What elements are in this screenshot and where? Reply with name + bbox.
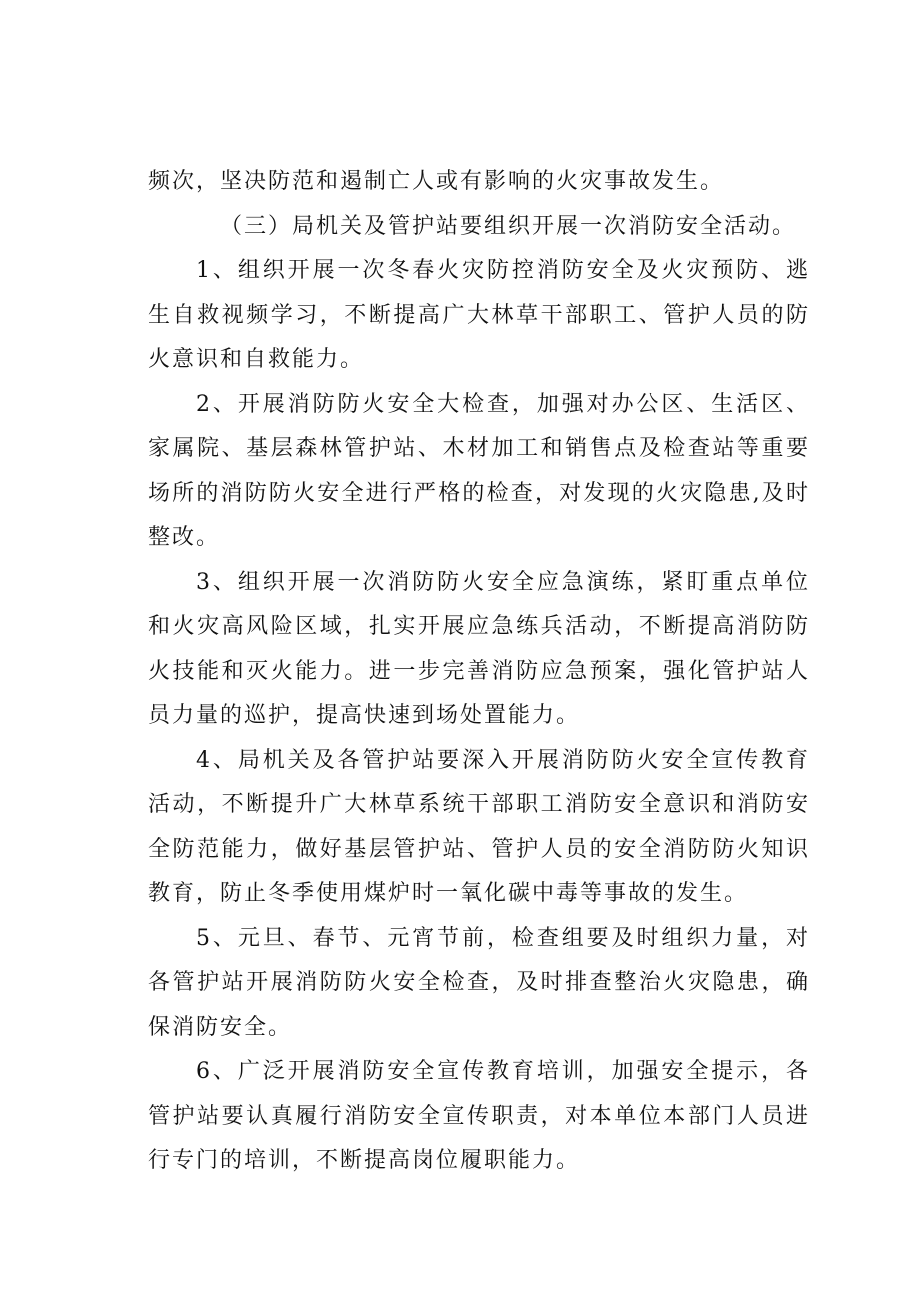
paragraph-item-2: 2、开展消防防火安全大检查，加强对办公区、生活区、家属院、基层森林管护站、木材加工和销售点及检查站等重要场所的消防防火安全进行严格的检查，对发现的火灾隐患,及时整改。: [148, 391, 810, 550]
paragraph-item-1: 1、组织开展一次冬春火灾防控消防安全及火灾预防、逃生自救视频学习，不断提高广大林草干部职工、管护人员的防火意识和自救能力。: [148, 258, 810, 372]
paragraph-item-6: 6、广泛开展消防安全宣传教育培训，加强安全提示，各管护站要认真履行消防安全宣传职责，对本单位本部门人员进行专门的培训，不断提高岗位履职能力。: [148, 1059, 810, 1173]
paragraph-item-3: 3、组织开展一次消防防火安全应急演练，紧盯重点单位和火灾高风险区域，扎实开展应急练兵活动，不断提高消防防火技能和灭火能力。进一步完善消防应急预案，强化管护站人员力量的巡护，提高快速到场处置能力。: [148, 569, 810, 728]
document-body: [148, 160, 810, 1184]
paragraph-continuation: 频次，坚决防范和遏制亡人或有影响的火灾事故发生。: [148, 169, 725, 194]
section-heading-3: （三）局机关及管护站要组织开展一次消防安全活动。: [220, 213, 797, 239]
paragraph-item-4: 4、局机关及各管护站要深入开展消防防火安全宣传教育活动，不断提升广大林草系统干部职工消防安全意识和消防安全防范能力，做好基层管护站、管护人员的安全消防防火知识教育，防止冬季使用煤炉时一氧化碳中毒等事故的发生。: [148, 747, 810, 906]
paragraph-item-5: 5、元旦、春节、元宵节前，检查组要及时组织力量，对各管护站开展消防防火安全检查，及时排查整治火灾隐患，确保消防安全。: [148, 925, 810, 1040]
